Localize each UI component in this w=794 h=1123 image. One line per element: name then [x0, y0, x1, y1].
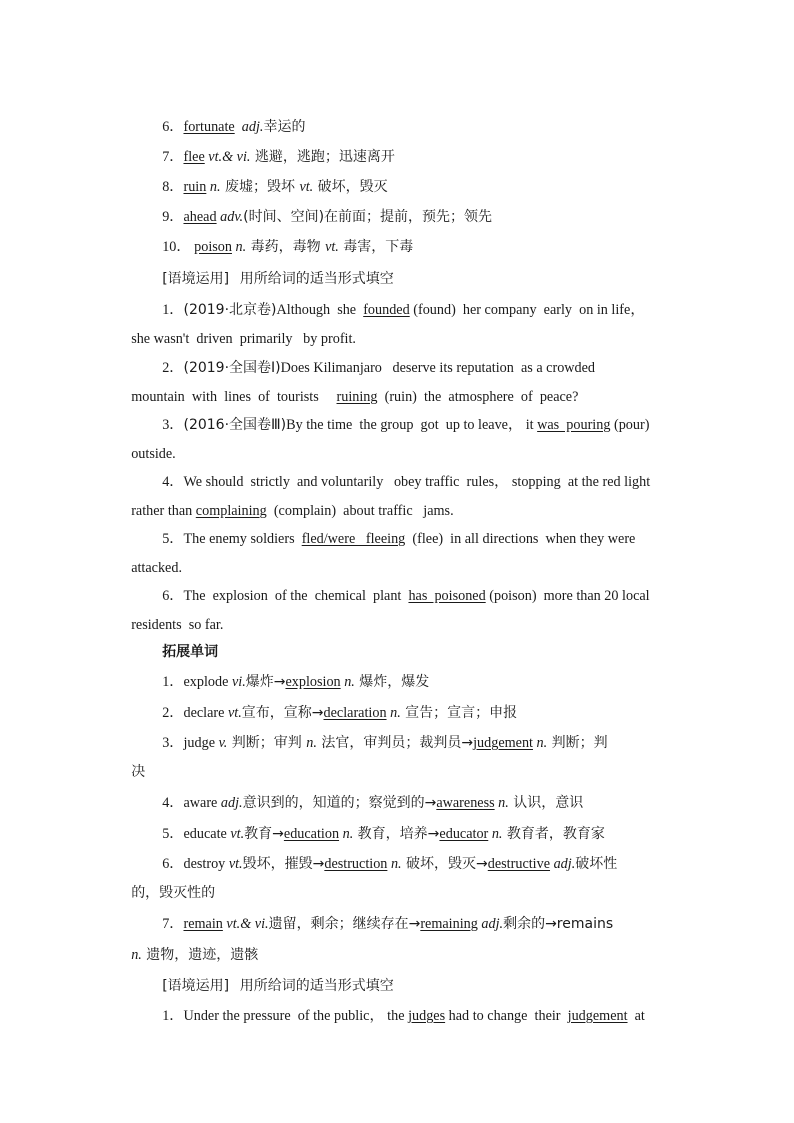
definition: 的，毁灭性的	[131, 885, 216, 901]
answer-blank: judgement	[567, 1008, 628, 1024]
sentence-text: residents so far.	[131, 617, 224, 633]
item-number: 6．	[162, 588, 184, 604]
answer-blank: ruin	[183, 179, 207, 195]
item-number: 5．	[162, 531, 184, 547]
definition: (时间、空间)在前面；提前，预先；领先	[243, 209, 493, 225]
sentence-text: Under the pressure of the public， the	[183, 1008, 409, 1024]
definition: 法官，审判员；裁判员→	[316, 735, 474, 751]
definition: 教育者，教育家	[502, 826, 605, 842]
definition: 判断；判	[547, 735, 608, 751]
sentence-text: at	[627, 1008, 645, 1024]
headword: educate	[183, 826, 231, 842]
answer-blank: educator	[439, 826, 489, 842]
item-number: 6．	[162, 119, 184, 135]
section-title: 拓展单词	[162, 644, 219, 660]
definition: 意识到的，知道的；察觉到的→	[242, 795, 437, 811]
answer-blank: awareness	[436, 795, 495, 811]
item-number: 2．	[162, 360, 184, 376]
item-number: 1．	[162, 302, 184, 318]
answer-blank: judges	[408, 1008, 446, 1024]
definition: 宣告；宣言；申报	[400, 705, 518, 721]
part-of-speech: vt.	[299, 179, 314, 195]
answer-blank: poison	[194, 239, 232, 255]
item-number: 7．	[162, 149, 184, 165]
item-number: 4．	[162, 474, 184, 490]
sentence-text: (poison) more than 20 local	[485, 588, 650, 604]
part-of-speech: adj.	[241, 119, 264, 135]
answer-blank: remain	[183, 916, 223, 932]
source-tag: (2019·全国卷Ⅰ)	[183, 360, 281, 376]
answer-blank: was pouring	[537, 417, 611, 433]
section-title: 用所给词的适当形式填空	[239, 978, 394, 994]
answer-blank: destructive	[487, 856, 551, 872]
item-number: 1．	[162, 674, 184, 690]
part-of-speech: adj.	[220, 795, 243, 811]
answer-blank: founded	[363, 302, 410, 318]
answer-blank: judgement	[473, 735, 533, 751]
definition: 破坏，毁灭→	[401, 856, 488, 872]
definition: 爆炸，爆发	[354, 674, 430, 690]
part-of-speech: vi.	[231, 674, 246, 690]
definition: 爆炸→	[245, 674, 286, 690]
item-number: 8．	[162, 179, 184, 195]
item-number: 3．	[162, 735, 184, 751]
item-number: 7．	[162, 916, 184, 932]
part-of-speech: n.	[306, 735, 317, 751]
headword: aware	[183, 795, 221, 811]
part-of-speech: vt.	[228, 856, 243, 872]
part-of-speech: adv.	[220, 209, 244, 225]
sentence-text: she wasn't driven primarily by profit.	[131, 331, 356, 347]
definition: 遗留，剩余；继续存在→	[268, 916, 421, 932]
definition: 破坏，毁灭	[313, 179, 388, 195]
definition: 认识，意识	[508, 795, 584, 811]
sentence-text: rather than	[131, 503, 196, 519]
part-of-speech: n.	[209, 179, 221, 195]
answer-blank: complaining	[195, 503, 267, 519]
sentence-text: (complain) about traffic jams.	[266, 503, 454, 519]
answer-blank: flee	[183, 149, 205, 165]
exercise-item	[148, 986, 708, 1046]
sentence-text: (pour)	[610, 417, 650, 433]
source-tag: (2019·北京卷)	[183, 302, 277, 318]
sentence-text: outside.	[131, 446, 176, 462]
sentence-text: (flee) in all directions when they were	[405, 531, 636, 547]
part-of-speech: v.	[218, 735, 228, 751]
definition: 教育→	[244, 826, 284, 842]
sentence-text: Although she	[276, 302, 364, 318]
sentence-text: (found) her company early on in life，	[409, 302, 645, 318]
part-of-speech: vt.	[227, 705, 242, 721]
definition: 毁坏，摧毁→	[242, 856, 325, 872]
part-of-speech: vt.& vi.	[226, 916, 269, 932]
part-of-speech: n.	[344, 674, 355, 690]
definition: 判断；审判	[227, 735, 307, 751]
definition: 剩余的→remains	[503, 916, 614, 932]
item-number: 5．	[162, 826, 184, 842]
section-label: [语境运用]	[162, 271, 230, 287]
headword: explode	[183, 674, 232, 690]
answer-blank: fortunate	[183, 119, 235, 135]
answer-blank: explosion	[285, 674, 341, 690]
definition: 教育，培养→	[353, 826, 440, 842]
part-of-speech: n.	[131, 947, 142, 963]
part-of-speech: n.	[342, 826, 354, 842]
sentence-text: By the time the group got up to leave， it	[286, 417, 538, 433]
sentence-text: We should strictly and voluntarily obey traffic rules， stopping at the red light	[183, 474, 651, 490]
sentence-text: (ruin) the atmosphere of peace?	[377, 389, 579, 405]
part-of-speech: adj.	[553, 856, 576, 872]
definition: 毒药，毒物	[246, 239, 326, 255]
sentence-text: Does Kilimanjaro deserve its reputation as a crowded	[280, 360, 596, 376]
part-of-speech: vt.& vi.	[208, 149, 251, 165]
part-of-speech: n.	[235, 239, 247, 255]
part-of-speech: n.	[390, 705, 401, 721]
item-number: 3．	[162, 417, 184, 433]
answer-blank: has poisoned	[408, 588, 486, 604]
headword: judge	[183, 735, 219, 751]
answer-blank: declaration	[323, 705, 387, 721]
answer-blank: ahead	[183, 209, 217, 225]
item-number: 1．	[162, 1008, 184, 1024]
answer-blank: fled/were fleeing	[301, 531, 406, 547]
definition: 遗物，遗迹，遗骸	[141, 947, 259, 963]
sentence-text: The enemy soldiers	[183, 531, 302, 547]
item-number: 6．	[162, 856, 184, 872]
sentence-text: mountain with lines of tourists	[131, 389, 337, 405]
definition: 幸运的	[263, 119, 306, 135]
item-number: 4．	[162, 795, 184, 811]
sentence-text: had to change their	[445, 1008, 568, 1024]
definition: 宣布，宣称→	[241, 705, 324, 721]
sentence-text: attacked.	[131, 560, 182, 576]
definition: 逃避，逃跑；迅速离开	[250, 149, 395, 165]
sentence-text: The explosion of the chemical plant	[183, 588, 409, 604]
source-tag: (2016·全国卷Ⅲ)	[183, 417, 287, 433]
item-number: 9．	[162, 209, 184, 225]
part-of-speech: vt.	[325, 239, 339, 255]
section-label: [语境运用]	[162, 978, 230, 994]
part-of-speech: vt.	[230, 826, 245, 842]
definition: 破坏性	[575, 856, 618, 872]
answer-blank: destruction	[324, 856, 388, 872]
answer-blank: education	[283, 826, 340, 842]
part-of-speech: n.	[390, 856, 402, 872]
definition: 决	[131, 764, 146, 780]
answer-blank: remaining	[420, 916, 478, 932]
part-of-speech: n.	[491, 826, 503, 842]
headword: declare	[183, 705, 228, 721]
headword: destroy	[183, 856, 229, 872]
answer-blank: ruining	[336, 389, 378, 405]
definition: 毒害，下毒	[338, 239, 414, 255]
definition: 废墟；毁坏	[220, 179, 300, 195]
item-number: 10．	[162, 239, 191, 255]
part-of-speech: n.	[498, 795, 509, 811]
section-title: 用所给词的适当形式填空	[239, 271, 394, 287]
part-of-speech: n.	[536, 735, 548, 751]
part-of-speech: adj.	[481, 916, 504, 932]
item-number: 2．	[162, 705, 184, 721]
